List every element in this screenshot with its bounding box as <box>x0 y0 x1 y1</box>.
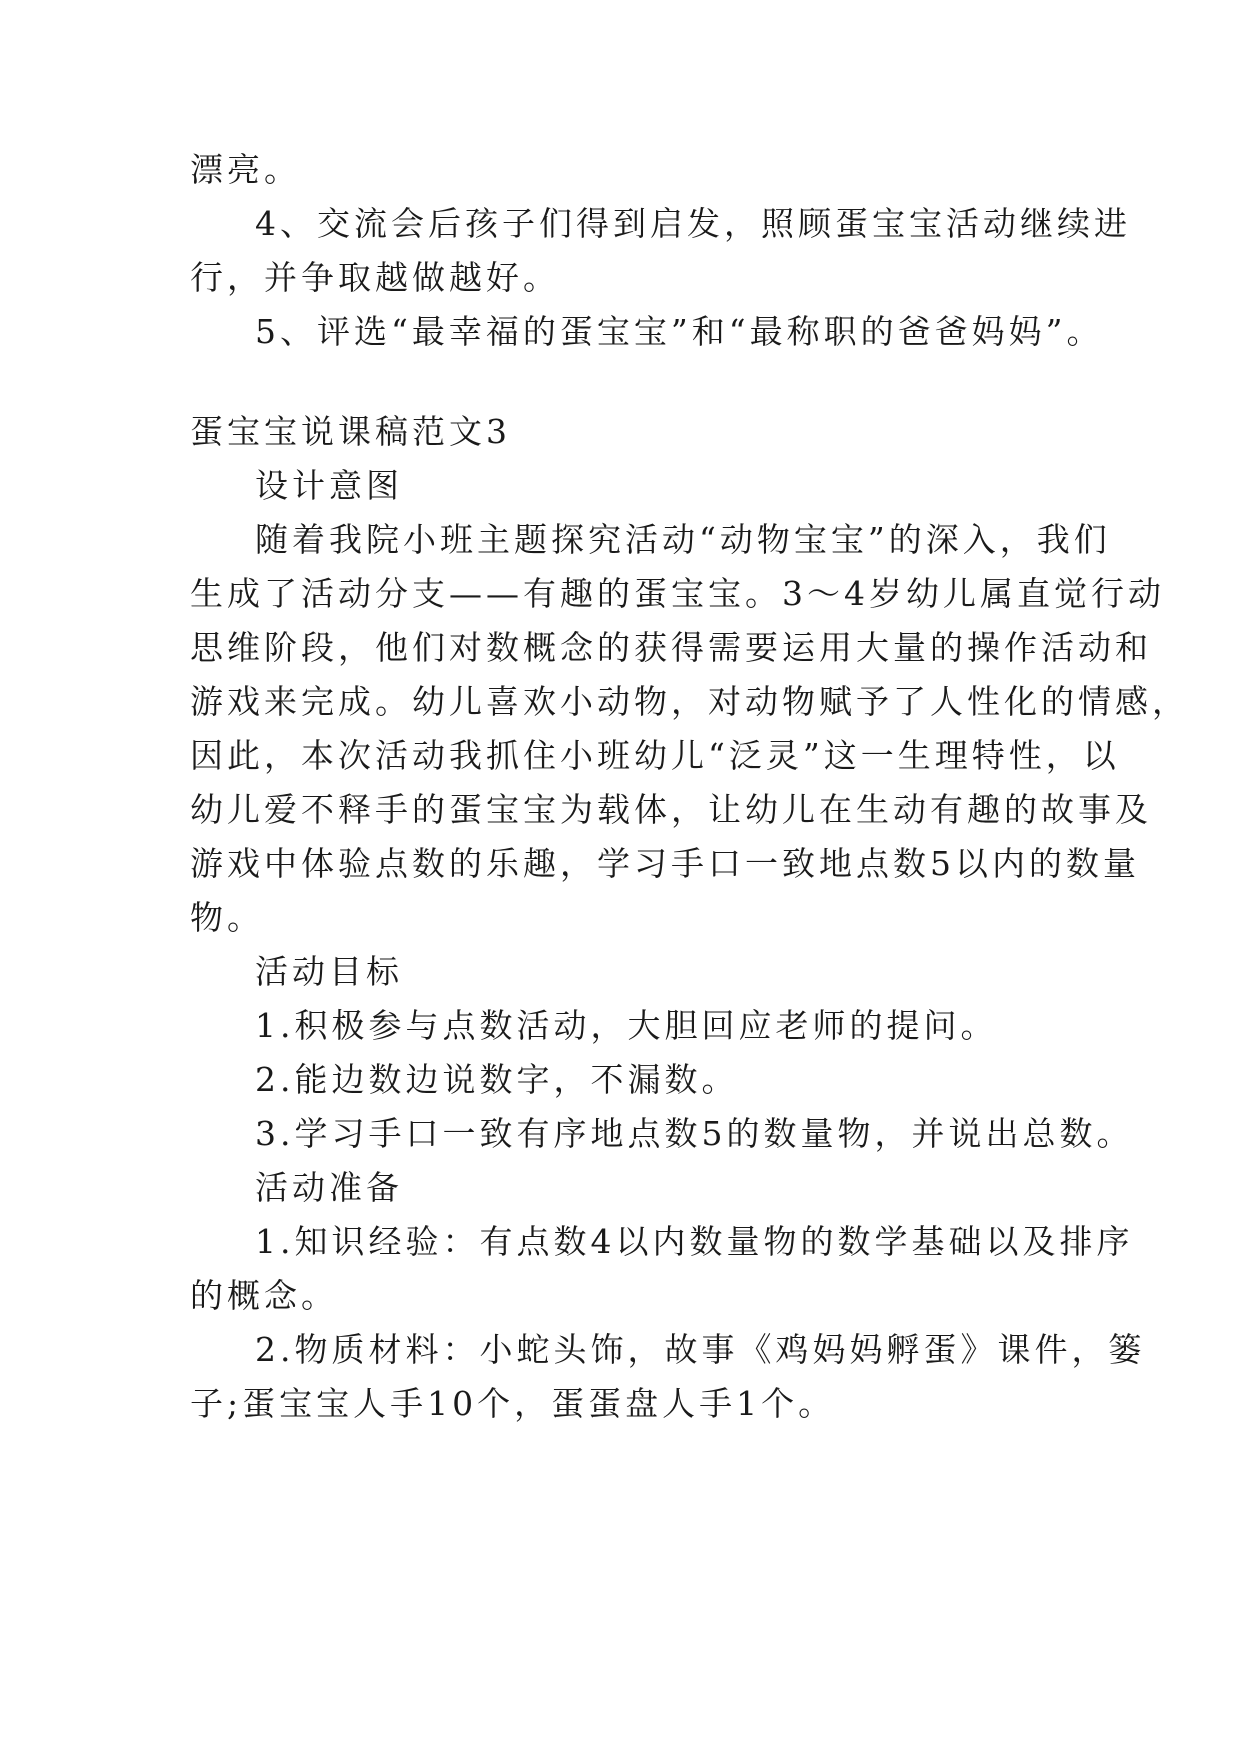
section-title: 蛋宝宝说课稿范文3 <box>190 412 511 451</box>
subheading: 设计意图 <box>255 466 403 505</box>
paragraph-line: 生成了活动分支——有趣的蛋宝宝。3～4岁幼儿属直觉行动 <box>190 574 1165 613</box>
paragraph-line: 因此，本次活动我抓住小班幼儿“泛灵”这一生理特性，以 <box>190 736 1120 775</box>
list-item-line: 1.知识经验：有点数4以内数量物的数学基础以及排序 <box>255 1222 1134 1261</box>
paragraph-line: 游戏中体验点数的乐趣，学习手口一致地点数5以内的数量 <box>190 844 1140 883</box>
paragraph-line: 游戏来完成。幼儿喜欢小动物，对动物赋予了人性化的情感， <box>190 682 1189 721</box>
paragraph-line: 物。 <box>190 898 264 937</box>
list-item-line: 4、交流会后孩子们得到启发，照顾蛋宝宝活动继续进 <box>255 204 1131 243</box>
paragraph-line: 子;蛋宝宝人手10个，蛋蛋盘人手1个。 <box>190 1384 836 1423</box>
paragraph-line: 的概念。 <box>190 1276 338 1315</box>
paragraph-line: 行，并争取越做越好。 <box>190 258 560 297</box>
list-item-line: 1.积极参与点数活动，大胆回应老师的提问。 <box>255 1006 998 1045</box>
list-item-line: 2.能边数边说数字，不漏数。 <box>255 1060 739 1099</box>
subheading: 活动目标 <box>255 952 403 991</box>
list-item-line: 2.物质材料：小蛇头饰，故事《鸡妈妈孵蛋》课件，篓 <box>255 1330 1146 1369</box>
paragraph-line: 漂亮。 <box>190 150 301 189</box>
paragraph-line: 随着我院小班主题探究活动“动物宝宝”的深入，我们 <box>255 520 1111 559</box>
paragraph-line: 幼儿爱不释手的蛋宝宝为载体，让幼儿在生动有趣的故事及 <box>190 790 1152 829</box>
subheading: 活动准备 <box>255 1168 403 1207</box>
list-item-line: 3.学习手口一致有序地点数5的数量物，并说出总数。 <box>255 1114 1134 1153</box>
paragraph-line: 思维阶段，他们对数概念的获得需要运用大量的操作活动和 <box>190 628 1152 667</box>
list-item-line: 5、评选“最幸福的蛋宝宝”和“最称职的爸爸妈妈”。 <box>255 312 1104 351</box>
